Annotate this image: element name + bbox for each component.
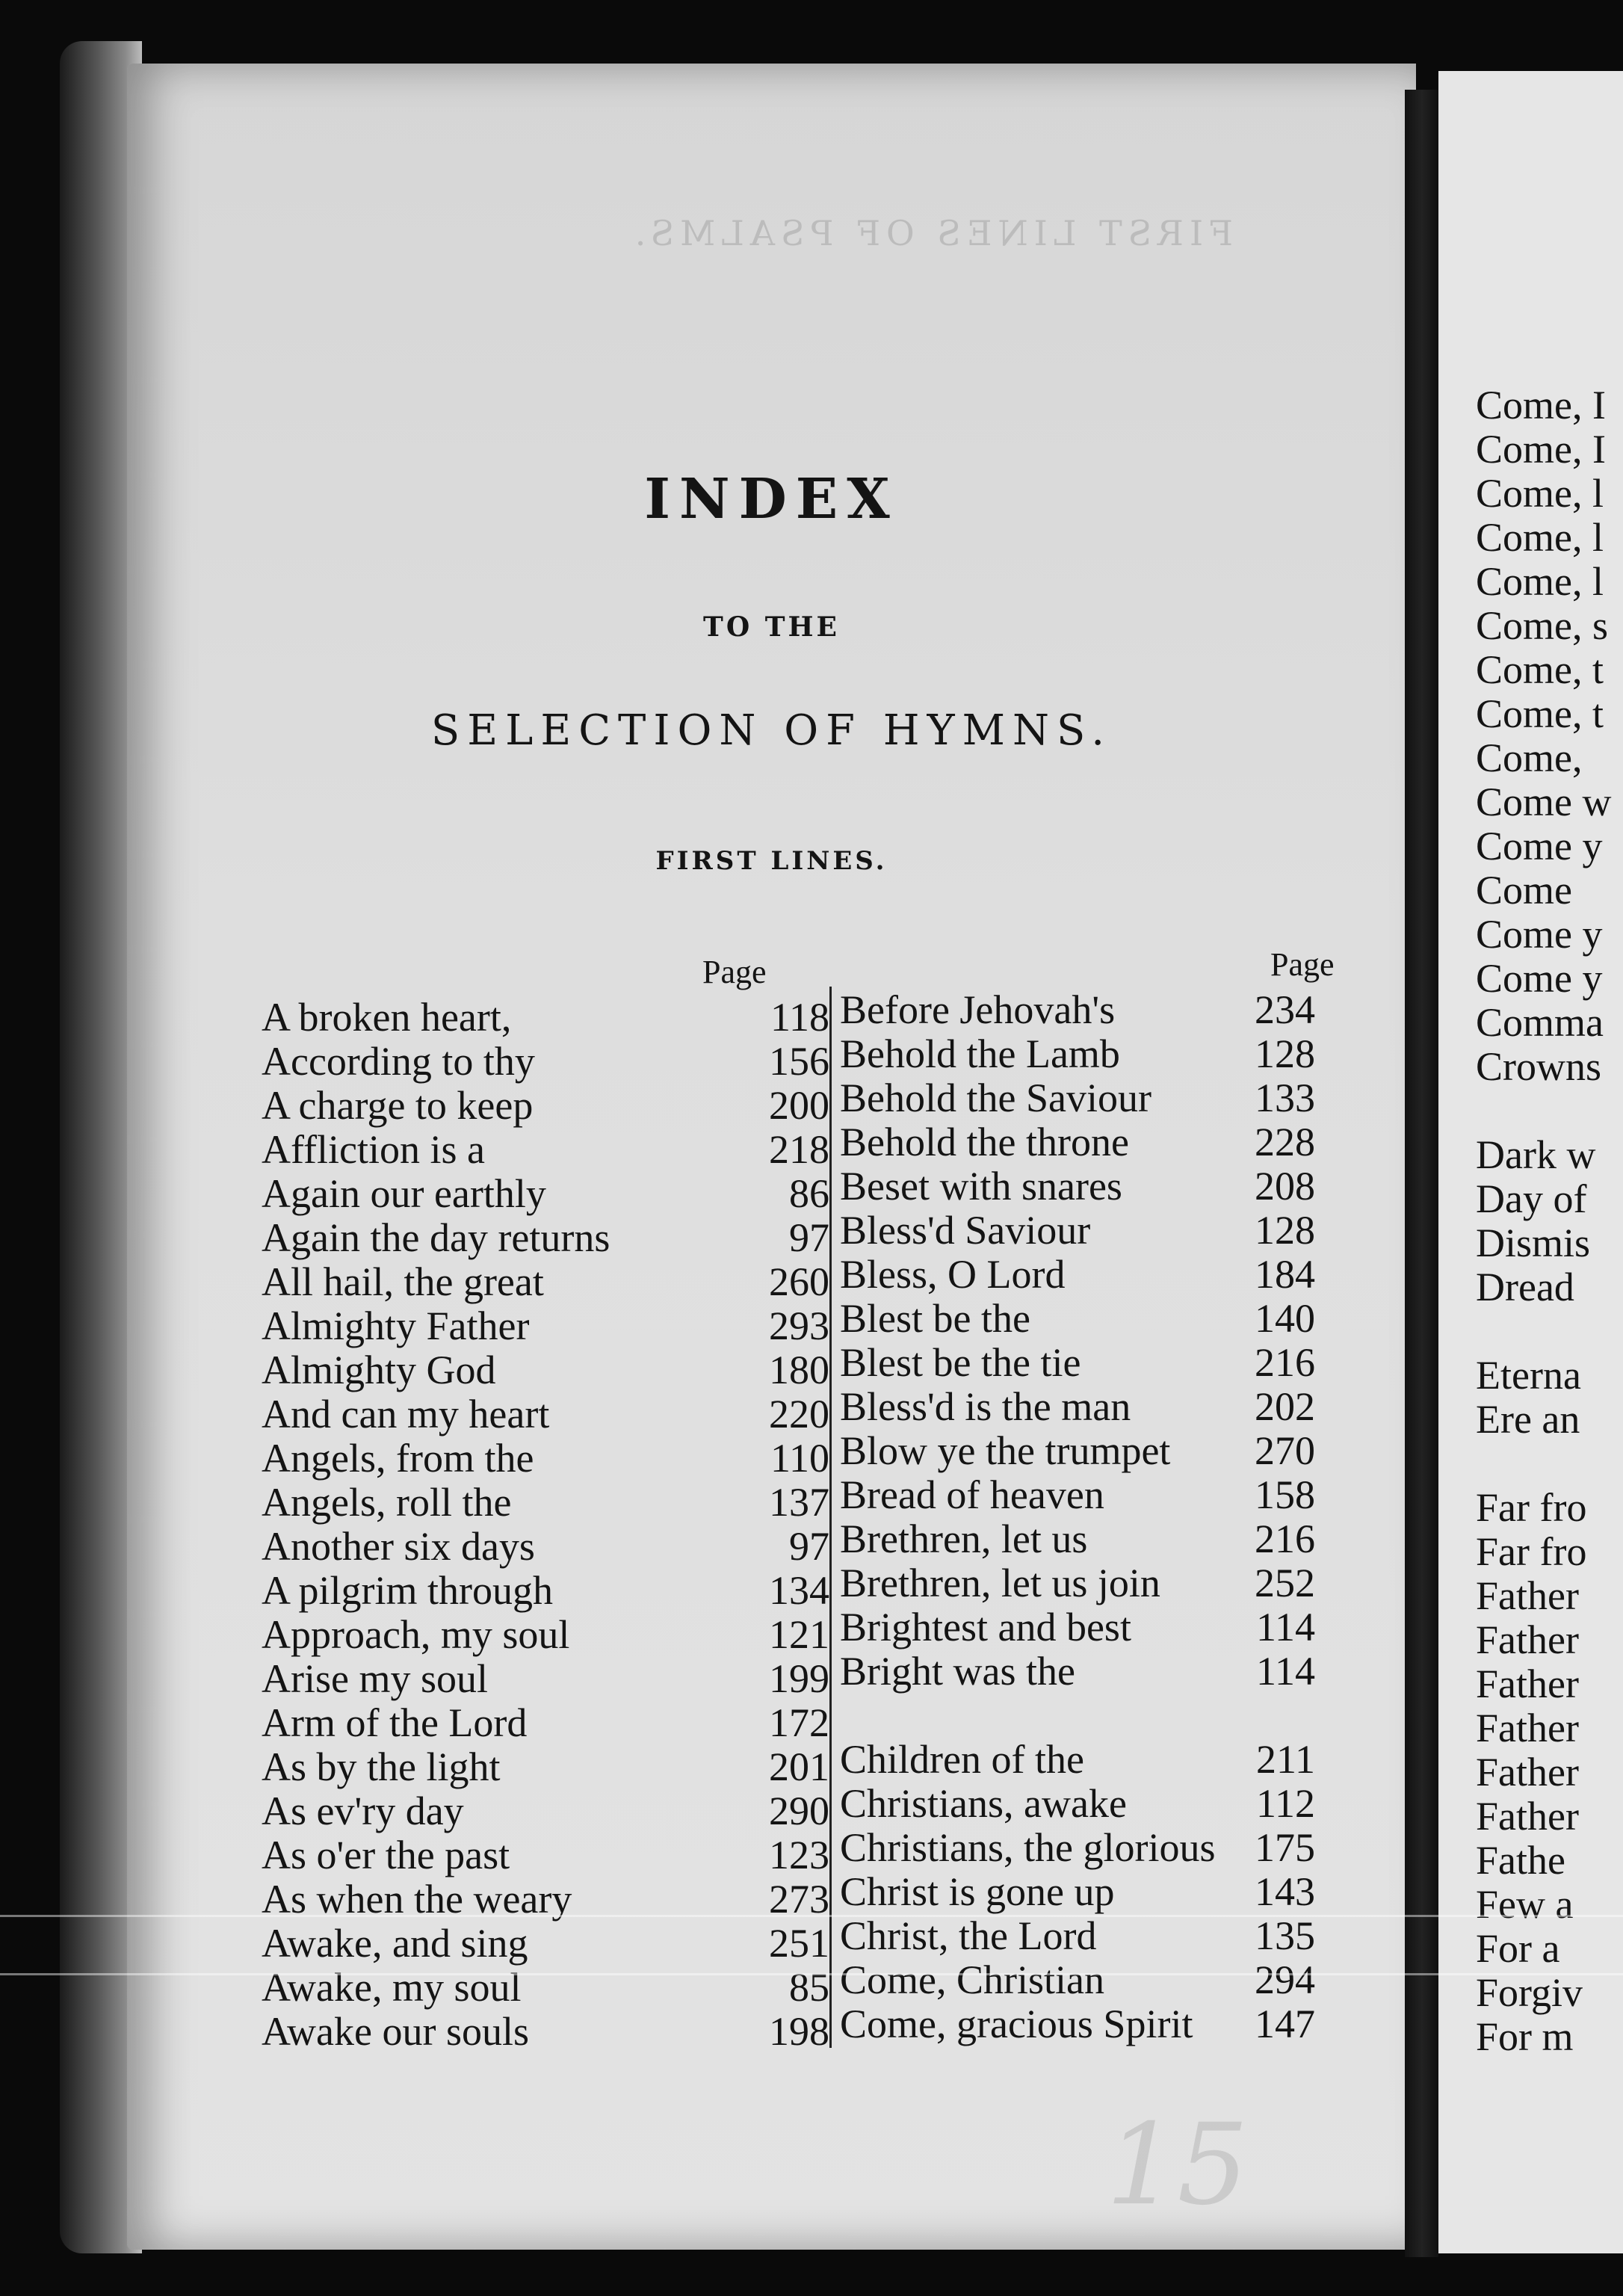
index-entry	[262, 1613, 829, 1657]
entry-first-line: Behold the Lamb	[840, 1031, 1120, 1076]
right-page-entry: Father	[1476, 1661, 1579, 1706]
entry-first-line: Another six days	[262, 1524, 535, 1569]
entry-page-number: 134	[769, 1568, 829, 1613]
index-entry	[262, 1040, 829, 1084]
entry-first-line: Behold the throne	[840, 1120, 1129, 1164]
entry-first-line: Almighty Father	[262, 1303, 530, 1348]
entry-first-line: Christians, the glorious	[840, 1825, 1216, 1870]
entry-first-line: As when the weary	[262, 1877, 572, 1922]
entry-page-number: 158	[1255, 1472, 1315, 1517]
entry-page-number: 198	[769, 2009, 829, 2054]
index-entry	[262, 1216, 829, 1260]
page-column-header: Page	[702, 954, 767, 990]
entry-page-number: 251	[769, 1921, 829, 1966]
entry-page-number: 175	[1255, 1825, 1315, 1870]
entry-first-line: Christ, the Lord	[840, 1913, 1097, 1958]
entry-page-number: 143	[1255, 1869, 1315, 1914]
entry-page-number: 184	[1255, 1252, 1315, 1297]
entry-first-line: Bread of heaven	[840, 1472, 1104, 1517]
entry-first-line: All hail, the great	[262, 1259, 544, 1304]
entry-page-number: 135	[1255, 1913, 1315, 1958]
entry-page-number: 97	[789, 1524, 829, 1569]
right-page-entry: Father	[1476, 1794, 1579, 1839]
entry-page-number: 200	[769, 1083, 829, 1128]
right-page-entry: Father	[1476, 1617, 1579, 1662]
entry-page-number: 128	[1255, 1031, 1315, 1076]
index-entry	[829, 988, 1315, 1032]
right-page-entry: For a	[1476, 1926, 1560, 1971]
entry-first-line: Awake, and sing	[262, 1921, 528, 1966]
right-page-entry: Come, l	[1476, 471, 1604, 516]
right-page-entry: Dread	[1476, 1265, 1574, 1309]
entry-page-number: 110	[770, 1436, 829, 1481]
entry-page-number: 211	[1256, 1737, 1315, 1782]
index-entry	[829, 1429, 1315, 1473]
right-page-entry: Father	[1476, 1573, 1579, 1618]
entry-first-line: As o'er the past	[262, 1833, 510, 1877]
index-entry	[262, 1392, 829, 1436]
index-entry	[829, 1650, 1315, 1694]
page-gutter	[1405, 90, 1438, 2257]
index-entry	[829, 1341, 1315, 1385]
entry-first-line: Bless, O Lord	[840, 1252, 1066, 1297]
index-entry	[262, 1657, 829, 1701]
entry-first-line: Blest be the	[840, 1296, 1030, 1341]
right-page-entry: Come, I	[1476, 427, 1606, 472]
entry-first-line: Brethren, let us	[840, 1516, 1088, 1561]
right-page-column	[1476, 383, 1623, 2059]
entry-page-number: 293	[769, 1303, 829, 1348]
index-entry	[829, 1076, 1315, 1120]
entry-first-line: According to thy	[262, 1039, 535, 1084]
index-entry	[829, 1958, 1315, 2002]
right-page-entry: Forgiv	[1476, 1970, 1583, 2015]
index-entry	[262, 1304, 829, 1348]
right-page-entry: Dark w	[1476, 1132, 1596, 1177]
right-page-entry: Come, t	[1476, 647, 1604, 692]
index-entry	[829, 1297, 1315, 1341]
index-column-b	[829, 988, 1315, 2046]
entry-page-number: 85	[789, 1965, 829, 2010]
entry-page-number: 290	[769, 1789, 829, 1833]
right-page-entry: Come y	[1476, 824, 1603, 868]
right-page-entry	[1476, 1089, 1623, 1133]
right-page-entry: Comma	[1476, 1000, 1604, 1045]
entry-page-number: 260	[769, 1259, 829, 1304]
right-page-entry	[1476, 1442, 1623, 1486]
entry-first-line: A broken heart,	[262, 995, 512, 1040]
index-subtitle: TO THE	[703, 611, 840, 643]
entry-page-number: 218	[769, 1127, 829, 1172]
right-page-entry	[1476, 1309, 1623, 1354]
index-entry	[262, 996, 829, 1040]
index-entry	[262, 2010, 829, 2054]
entry-page-number: 112	[1256, 1781, 1315, 1826]
entry-page-number: 118	[770, 995, 829, 1040]
index-entry	[829, 1032, 1315, 1076]
entry-first-line: Bright was the	[840, 1649, 1075, 1694]
entry-first-line: Brethren, let us join	[840, 1561, 1160, 1605]
entry-first-line: Angels, roll the	[262, 1480, 512, 1525]
index-entry	[262, 1481, 829, 1525]
entry-page-number: 128	[1255, 1208, 1315, 1253]
index-entry	[262, 1084, 829, 1128]
entry-page-number: 137	[769, 1480, 829, 1525]
bleed-through-header: FIRST LINES OF PSALMS.	[628, 213, 1233, 253]
first-lines-heading: FIRST LINES.	[655, 846, 888, 876]
entry-first-line: Christians, awake	[840, 1781, 1127, 1826]
entry-first-line: Before Jehovah's	[840, 987, 1116, 1032]
index-entry	[262, 1701, 829, 1745]
right-page-entry: Fathe	[1476, 1838, 1565, 1883]
index-entry	[829, 1738, 1315, 1782]
entry-first-line: Arise my soul	[262, 1656, 488, 1701]
right-page-entry: Eterna	[1476, 1353, 1581, 1398]
entry-page-number: 86	[789, 1171, 829, 1216]
entry-page-number: 273	[769, 1877, 829, 1922]
entry-page-number: 133	[1255, 1076, 1315, 1120]
index-entry	[262, 1525, 829, 1569]
right-page-entry: For m	[1476, 2014, 1574, 2059]
index-entry	[829, 1209, 1315, 1253]
index-column-a	[262, 996, 829, 2054]
entry-page-number: 220	[769, 1392, 829, 1436]
right-page-entry: Father	[1476, 1750, 1579, 1794]
page-column-header: Page	[1270, 946, 1335, 983]
entry-page-number: 156	[769, 1039, 829, 1084]
index-entry	[262, 1260, 829, 1304]
entry-page-number: 147	[1255, 2002, 1315, 2046]
index-entry	[262, 1745, 829, 1789]
entry-first-line: Come, gracious Spirit	[840, 2002, 1193, 2046]
scan-artifact-line	[0, 1915, 1623, 1917]
entry-page-number: 216	[1255, 1340, 1315, 1385]
right-page-entry: Dismis	[1476, 1220, 1591, 1265]
entry-first-line: Affliction is a	[262, 1127, 485, 1172]
entry-first-line: Again the day returns	[262, 1215, 610, 1260]
index-entry	[829, 1253, 1315, 1297]
entry-page-number: 180	[769, 1348, 829, 1392]
index-entry	[262, 1348, 829, 1392]
right-page-entry: Far fro	[1476, 1485, 1587, 1530]
entry-page-number: 199	[769, 1656, 829, 1701]
right-page-entry: Come, l	[1476, 515, 1604, 560]
right-page-entry: Come, I	[1476, 383, 1606, 428]
entry-first-line: A charge to keep	[262, 1083, 534, 1128]
right-page-entry: Ere an	[1476, 1397, 1580, 1442]
index-entry	[262, 1789, 829, 1833]
right-page-entry: Crowns	[1476, 1044, 1602, 1089]
index-entry	[829, 1694, 1315, 1738]
entry-first-line: Come, Christian	[840, 1957, 1104, 2002]
right-page-entry: Come y	[1476, 912, 1603, 957]
index-entry	[829, 2002, 1315, 2046]
index-entry	[829, 1870, 1315, 1914]
right-page-entry: Come, l	[1476, 559, 1604, 604]
entry-first-line: Children of the	[840, 1737, 1084, 1782]
right-page-entry: Come y	[1476, 956, 1603, 1001]
entry-first-line: Angels, from the	[262, 1436, 534, 1481]
index-entry	[262, 1922, 829, 1966]
entry-page-number: 97	[789, 1215, 829, 1260]
index-entry	[829, 1826, 1315, 1870]
index-entry	[829, 1782, 1315, 1826]
right-page-entry: Come	[1476, 868, 1572, 913]
entry-first-line: Awake our souls	[262, 2009, 529, 2054]
entry-first-line: As by the light	[262, 1744, 501, 1789]
entry-page-number: 270	[1255, 1428, 1315, 1473]
right-page-entry: Come, s	[1476, 603, 1609, 648]
index-entry	[829, 1473, 1315, 1517]
entry-page-number: 228	[1255, 1120, 1315, 1164]
section-title: SELECTION OF HYMNS.	[430, 706, 1113, 755]
entry-page-number: 252	[1255, 1561, 1315, 1605]
index-entry	[829, 1561, 1315, 1605]
pencil-note: 15	[1106, 2100, 1249, 2230]
entry-page-number: 201	[769, 1744, 829, 1789]
index-entry	[262, 1128, 829, 1172]
right-page-entry: Far fro	[1476, 1529, 1587, 1574]
entry-first-line: Arm of the Lord	[262, 1700, 528, 1745]
entry-first-line: Almighty God	[262, 1348, 496, 1392]
entry-first-line: A pilgrim through	[262, 1568, 553, 1613]
right-page-entry: Come, t	[1476, 691, 1604, 736]
entry-page-number: 294	[1255, 1957, 1315, 2002]
entry-page-number: 140	[1255, 1296, 1315, 1341]
index-entry	[829, 1120, 1315, 1164]
entry-first-line: Approach, my soul	[262, 1612, 570, 1657]
entry-first-line: Bless'd Saviour	[840, 1208, 1091, 1253]
entry-first-line: Brightest and best	[840, 1605, 1131, 1650]
entry-first-line: Christ is gone up	[840, 1869, 1115, 1914]
index-entry	[262, 1833, 829, 1877]
entry-page-number: 202	[1255, 1384, 1315, 1429]
index-entry	[262, 1436, 829, 1481]
right-page-entry: Father	[1476, 1706, 1579, 1750]
entry-page-number: 172	[769, 1700, 829, 1745]
index-entry	[829, 1914, 1315, 1958]
entry-first-line: Beset with snares	[840, 1164, 1122, 1209]
entry-first-line: As ev'ry day	[262, 1789, 464, 1833]
index-entry	[829, 1385, 1315, 1429]
index-entry	[829, 1164, 1315, 1209]
index-entry	[829, 1517, 1315, 1561]
index-entry	[262, 1966, 829, 2010]
entry-page-number: 123	[769, 1833, 829, 1877]
right-page-entry: Few a	[1476, 1882, 1574, 1927]
index-entry	[829, 1605, 1315, 1650]
entry-page-number: 114	[1256, 1649, 1315, 1694]
scan-artifact-line	[0, 1973, 1623, 1975]
index-title: INDEX	[644, 467, 899, 531]
entry-page-number: 234	[1255, 987, 1315, 1032]
entry-page-number: 121	[769, 1612, 829, 1657]
entry-first-line: Again our earthly	[262, 1171, 546, 1216]
entry-first-line: Blow ye the trumpet	[840, 1428, 1171, 1473]
entry-first-line: Blest be the tie	[840, 1340, 1081, 1385]
index-entry	[262, 1569, 829, 1613]
right-page-entry: Come,	[1476, 735, 1583, 780]
entry-first-line: Awake, my soul	[262, 1965, 522, 2010]
entry-first-line: Bless'd is the man	[840, 1384, 1131, 1429]
entry-first-line: Behold the Saviour	[840, 1076, 1151, 1120]
right-page-entry: Day of	[1476, 1176, 1587, 1221]
entry-first-line: And can my heart	[262, 1392, 550, 1436]
index-entry	[262, 1172, 829, 1216]
entry-first-line	[829, 1694, 840, 1738]
right-page-entry: Come w	[1476, 780, 1612, 824]
entry-page-number: 208	[1255, 1164, 1315, 1209]
entry-page-number: 114	[1256, 1605, 1315, 1650]
entry-page-number: 216	[1255, 1516, 1315, 1561]
